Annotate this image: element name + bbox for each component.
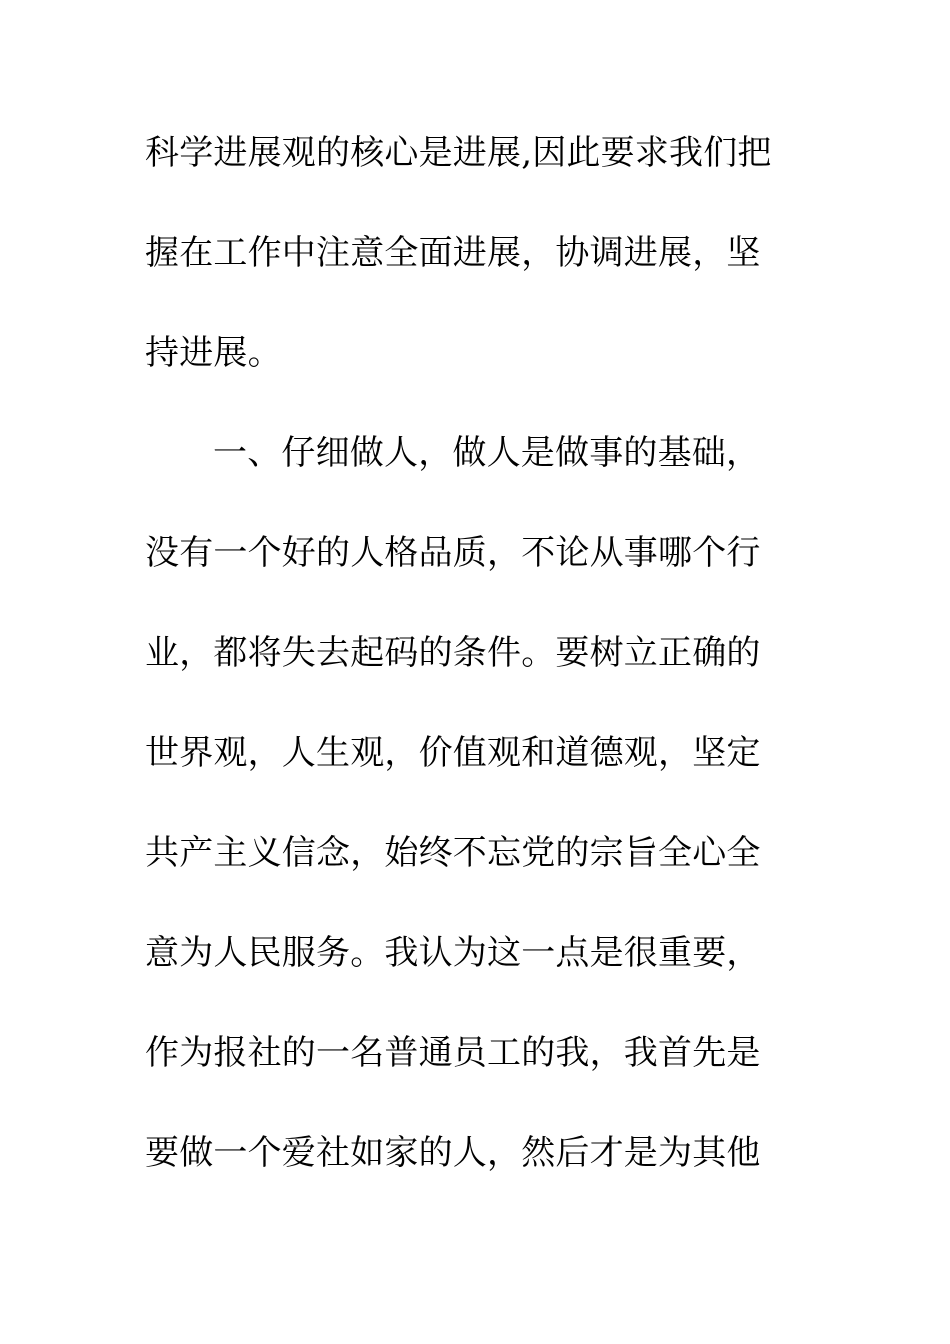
text-line: 世界观，人生观，价值观和道德观，坚定 <box>145 733 761 773</box>
text-line: 握在工作中注意全面进展，协调进展，坚 <box>145 233 761 273</box>
paragraph-first-line: 一、仔细做人，做人是做事的基础， <box>213 433 761 473</box>
text-line: 没有一个好的人格品质，不论从事哪个行 <box>145 533 761 573</box>
text-line: 要做一个爱社如家的人，然后才是为其他 <box>145 1133 761 1173</box>
text-line: 共产主义信念，始终不忘党的宗旨全心全 <box>145 833 761 873</box>
text-line: 作为报社的一名普通员工的我，我首先是 <box>145 1033 761 1073</box>
text-line: 业，都将失去起码的条件。要树立正确的 <box>145 633 761 673</box>
text-line: 科学进展观的核心是进展,因此要求我们把 <box>145 133 772 173</box>
text-line: 意为人民服务。我认为这一点是很重要， <box>145 933 761 973</box>
text-line: 持进展。 <box>145 333 282 373</box>
